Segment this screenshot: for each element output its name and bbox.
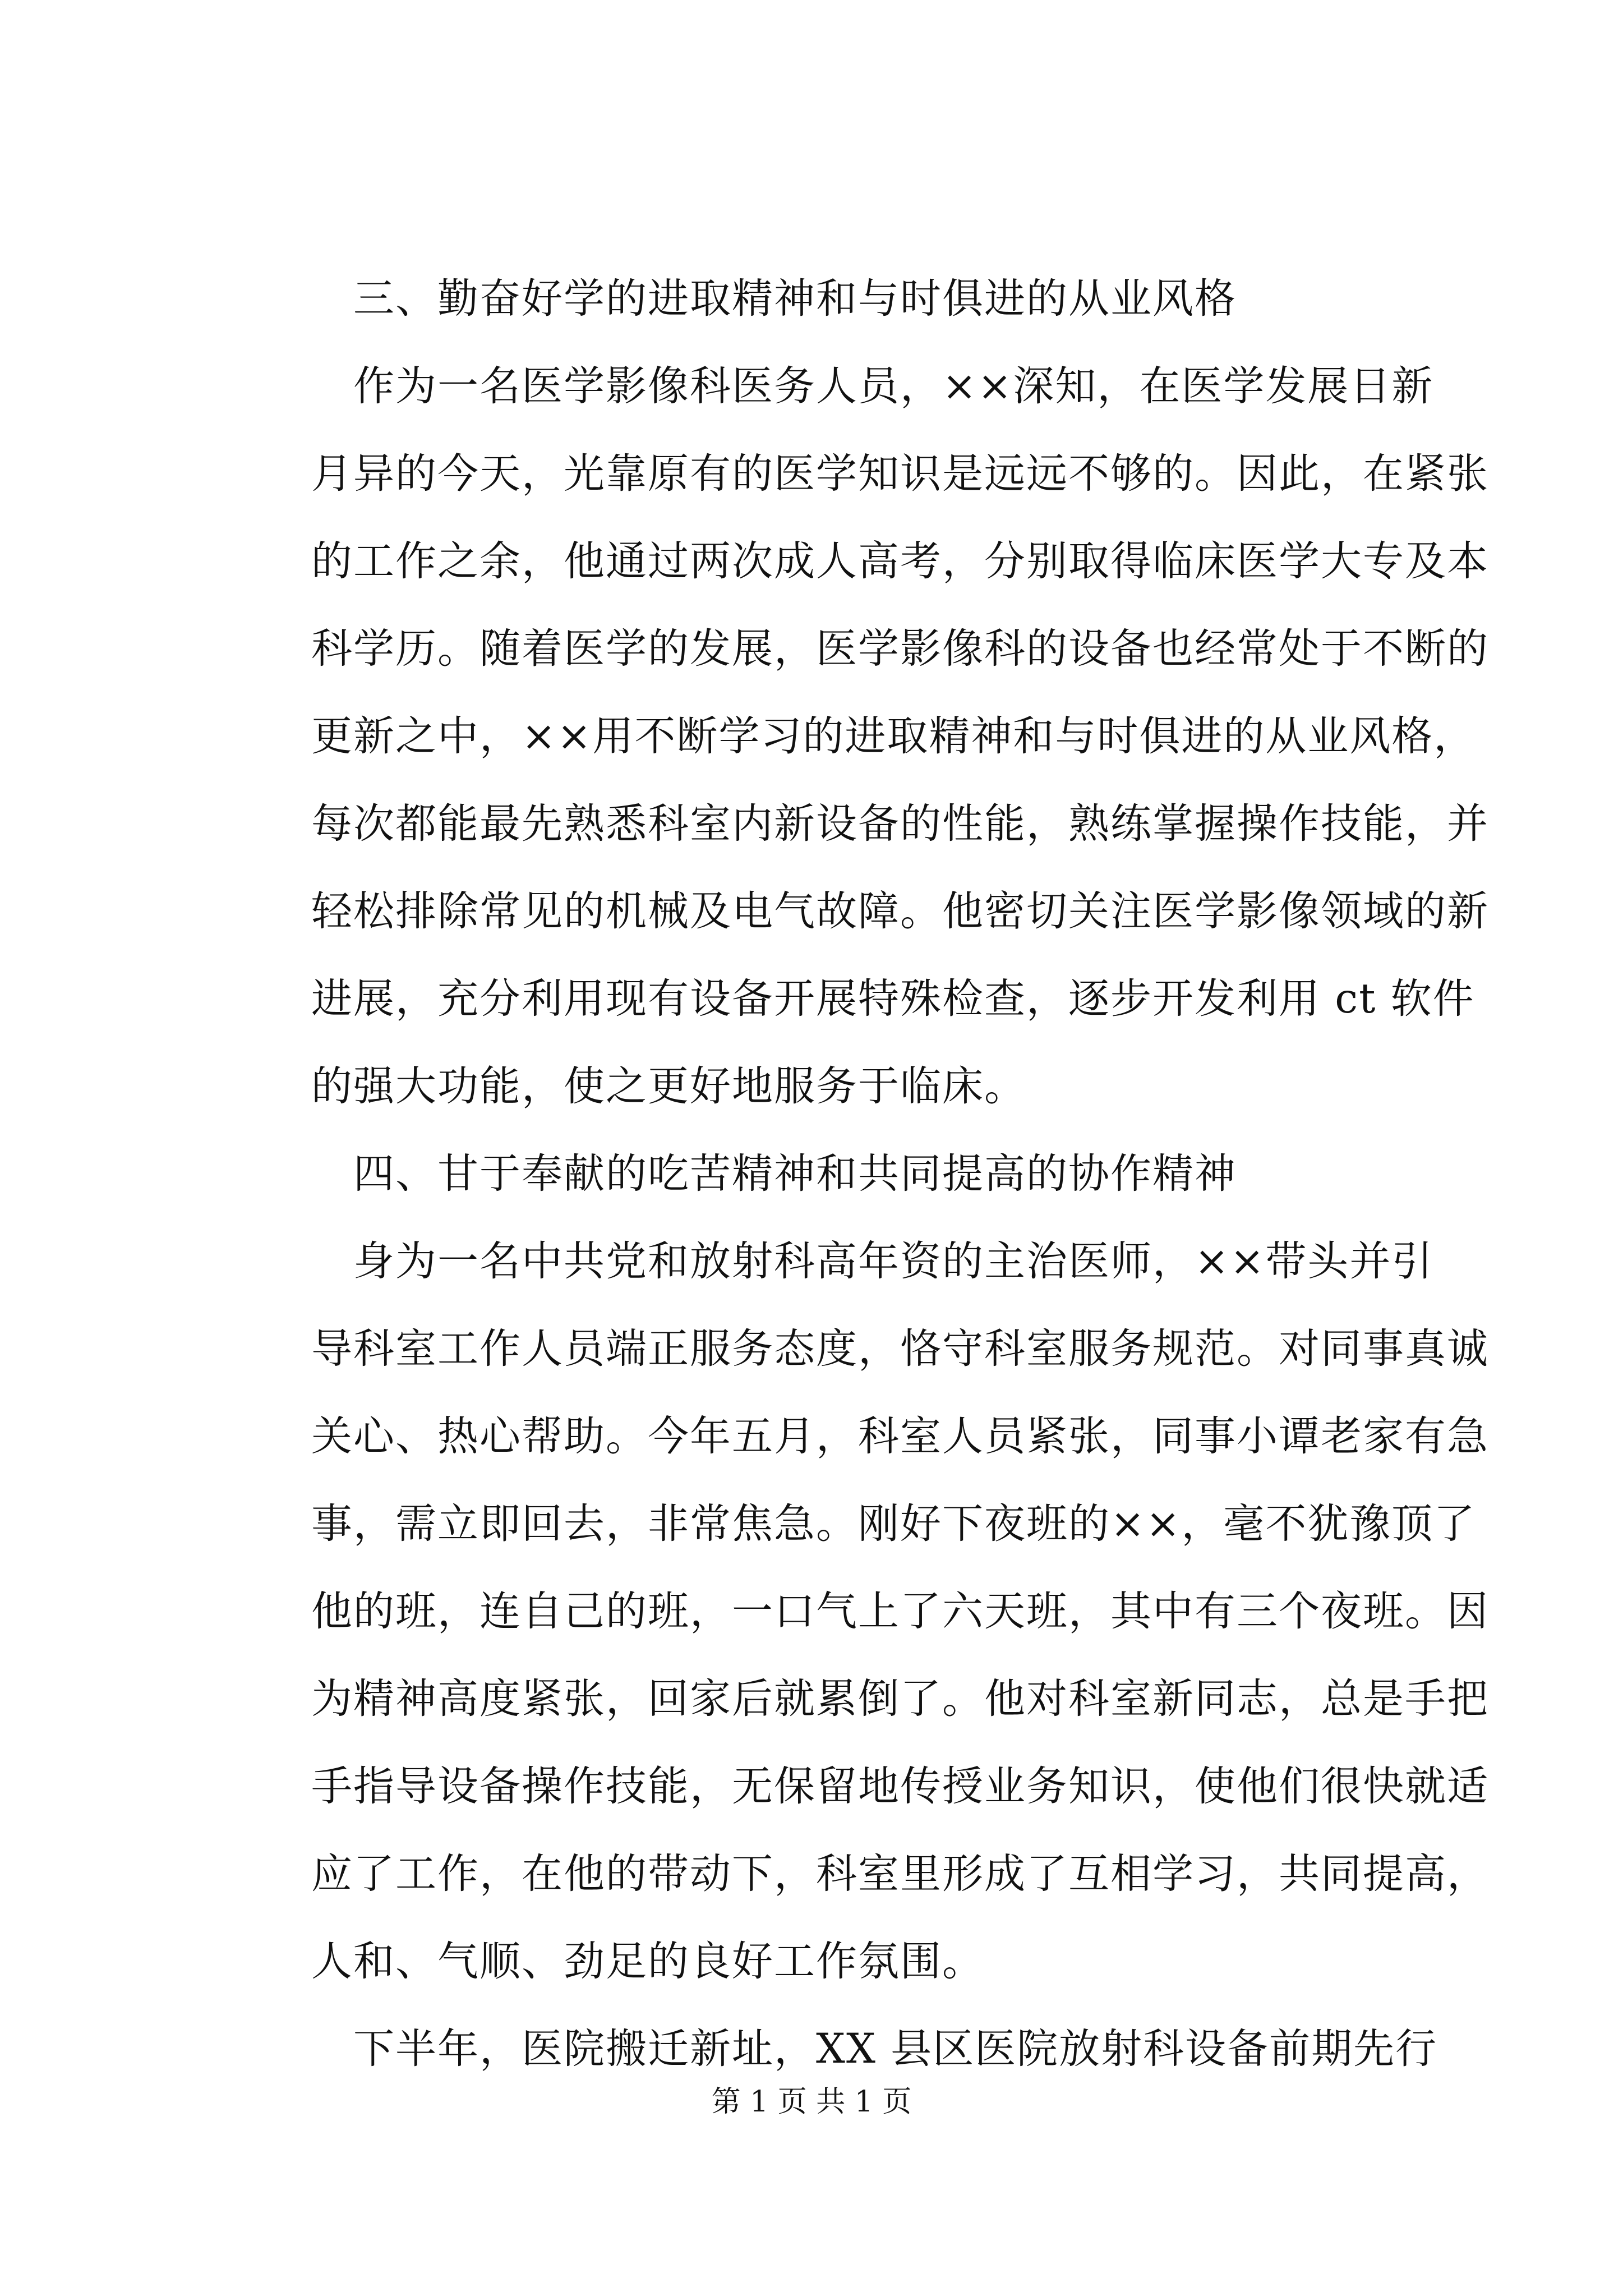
paragraph-line: 下半年，医院搬迁新址，XX 县区医院放射科设备前期先行 xyxy=(311,2025,1438,2073)
section-heading-4: 四、甘于奉献的吃苦精神和共同提高的协作精神 xyxy=(311,1150,1237,1198)
paragraph-line: 应了工作，在他的带动下，科室里形成了互相学习，共同提高， xyxy=(311,1850,1489,1898)
document-body xyxy=(311,255,1489,2093)
paragraph-line: 事，需立即回去，非常焦急。刚好下夜班的××，毫不犹豫顶了 xyxy=(311,1500,1476,1548)
paragraph-line: 科学历。随着医学的发展，医学影像科的设备也经常处于不断的 xyxy=(311,625,1489,673)
paragraph-line: 月异的今天，光靠原有的医学知识是远远不够的。因此，在紧张 xyxy=(311,450,1489,498)
section-heading-3: 三、勤奋好学的进取精神和与时俱进的从业风格 xyxy=(311,275,1237,323)
paragraph-line: 每次都能最先熟悉科室内新设备的性能，熟练掌握操作技能，并 xyxy=(311,800,1489,848)
paragraph-line: 作为一名医学影像科医务人员，××深知，在医学发展日新 xyxy=(311,362,1434,410)
paragraph-line: 进展，充分利用现有设备开展特殊检查，逐步开发利用 ct 软件 xyxy=(311,975,1475,1023)
paragraph-line: 更新之中，××用不断学习的进取精神和与时俱进的从业风格， xyxy=(311,712,1476,760)
page-number-footer: 第 1 页 共 1 页 xyxy=(711,2085,912,2119)
paragraph-line: 的强大功能，使之更好地服务于临床。 xyxy=(311,1062,1026,1110)
paragraph-line: 他的班，连自己的班，一口气上了六天班，其中有三个夜班。因 xyxy=(311,1588,1489,1635)
paragraph-line: 人和、气顺、劲足的良好工作氛围。 xyxy=(311,1938,984,1985)
paragraph-line: 轻松排除常见的机械及电气故障。他密切关注医学影像领域的新 xyxy=(311,887,1489,935)
paragraph-line: 导科室工作人员端正服务态度，恪守科室服务规范。对同事真诚 xyxy=(311,1325,1489,1373)
paragraph-line: 关心、热心帮助。今年五月，科室人员紧张，同事小谭老家有急 xyxy=(311,1412,1489,1460)
paragraph-line: 手指导设备操作技能，无保留地传授业务知识，使他们很快就适 xyxy=(311,1763,1489,1810)
paragraph-line: 的工作之余，他通过两次成人高考，分别取得临床医学大专及本 xyxy=(311,537,1489,585)
paragraph-line: 为精神高度紧张，回家后就累倒了。他对科室新同志，总是手把 xyxy=(311,1675,1489,1723)
paragraph-line: 身为一名中共党和放射科高年资的主治医师，××带头并引 xyxy=(311,1237,1434,1285)
